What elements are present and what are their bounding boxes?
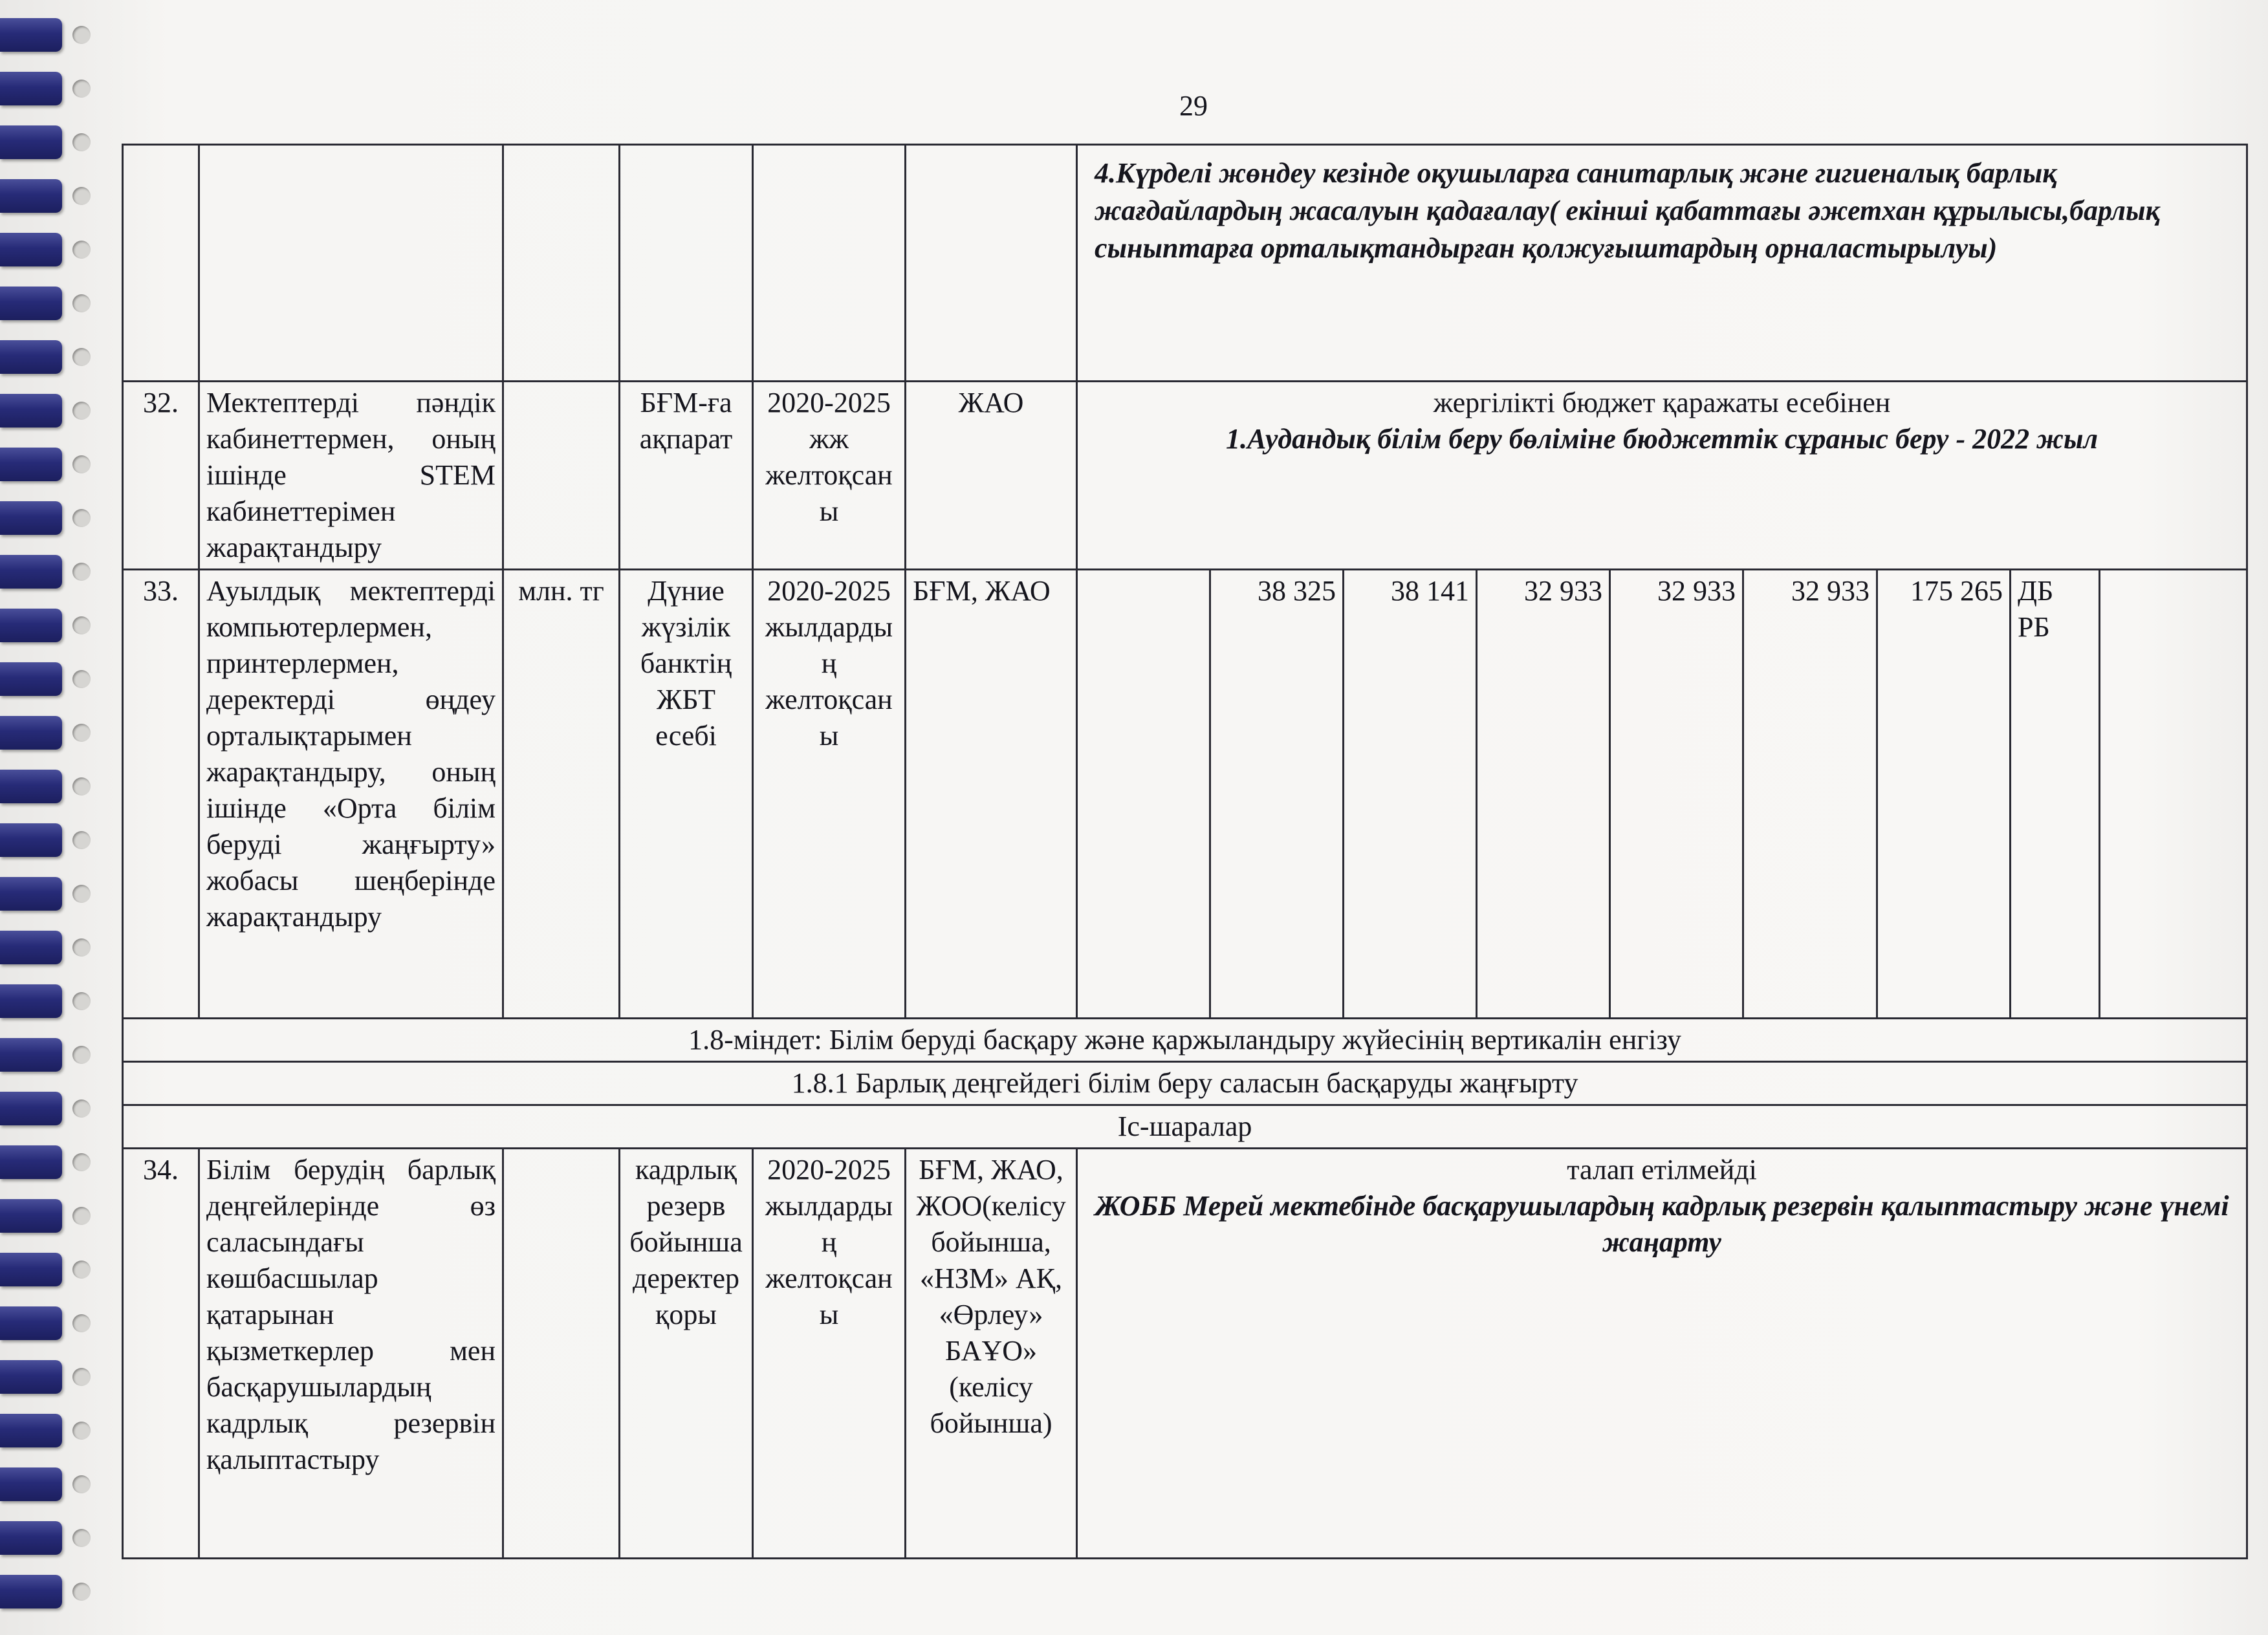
cell-num	[123, 145, 199, 382]
binding-ring	[0, 1145, 62, 1179]
unit-cell: млн. тг	[503, 570, 620, 1019]
value-total: 175 265	[1877, 570, 2011, 1019]
punch-hole	[72, 885, 91, 903]
punch-hole	[72, 938, 91, 957]
value-cell: 38 325	[1210, 570, 1344, 1019]
binding-ring	[0, 18, 62, 52]
action-text: 1.Аудандық білім беру бөліміне бюджеттік сұраныс беру - 2022 жыл	[1226, 423, 2099, 455]
table-row-33	[123, 570, 2247, 1019]
measure-name: Ауылдық мектептерді компьютерлермен, принтерлермен, деректерді өңдеу орталықтарымен жарақтандыру, оның ішінде «Орта білім беруді жаңғырту» жобасы шеңберінде жарақтандыру	[199, 570, 503, 1019]
binding-ring	[0, 501, 62, 535]
table-row-continuation	[123, 145, 2247, 382]
activities-heading: Іс-шаралар	[123, 1105, 2247, 1149]
section-activities-row	[123, 1105, 2247, 1149]
binding-ring	[0, 1414, 62, 1447]
punch-hole	[72, 402, 91, 420]
task-heading: 1.8-міндет: Білім беруді басқару және қаржыландыру жүйесінің вертикалін енгізу	[123, 1019, 2247, 1062]
funding-and-action	[1077, 382, 2247, 570]
subtask-heading: 1.8.1 Барлық деңгейдегі білім беру саласын басқаруды жаңғырту	[123, 1062, 2247, 1105]
table-row-32	[123, 382, 2247, 570]
page-number: 29	[1179, 90, 1208, 122]
deadline: 2020-2025 жылдардың желтоқсаны	[753, 570, 906, 1019]
binding-ring	[0, 287, 62, 320]
cell-period	[753, 145, 906, 382]
punch-hole	[72, 348, 91, 366]
extra-cell	[2100, 570, 2247, 1019]
row-number: 34.	[123, 1149, 199, 1559]
section-task-row	[123, 1019, 2247, 1062]
value-cell: 32 933	[1610, 570, 1743, 1019]
binding-ring	[0, 877, 62, 911]
punch-hole	[72, 831, 91, 849]
punch-hole	[72, 187, 91, 205]
responsible: БҒМ, ЖАО, ЖОО(келісу бойынша, «НЗМ» АҚ, «Өрлеу» БАҰО» (келісу бойынша)	[906, 1149, 1077, 1559]
cell-unit	[503, 145, 620, 382]
cell-form	[620, 145, 753, 382]
punch-hole	[72, 133, 91, 151]
punch-hole	[72, 1207, 91, 1225]
punch-hole	[72, 26, 91, 44]
punch-hole	[72, 1261, 91, 1279]
punch-hole	[72, 1422, 91, 1440]
section-subtask-row	[123, 1062, 2247, 1105]
value-cell: 38 141	[1344, 570, 1477, 1019]
measure-name: Білім берудің барлық деңгейлерінде өз саласындағы көшбасшылар қатарынан қызметкерлер мен басқарушылардың кадрлық резервін қалыптастыру	[199, 1149, 503, 1559]
punch-hole	[72, 992, 91, 1010]
binding-ring	[0, 1467, 62, 1501]
punch-hole	[72, 670, 91, 688]
punch-hole	[72, 616, 91, 634]
punch-hole	[72, 563, 91, 581]
measure-name: Мектептерді пәндік кабинеттермен, оның ішінде STEM кабинеттерімен жарақтандыру	[199, 382, 503, 570]
funding-source: ДБ РБ	[2011, 570, 2100, 1019]
binding-ring	[0, 770, 62, 803]
binding-ring	[0, 1575, 62, 1608]
punch-hole	[72, 1583, 91, 1601]
table-row-34	[123, 1149, 2247, 1559]
binding-ring	[0, 716, 62, 750]
completion-form: БҒМ-ға ақпарат	[620, 382, 753, 570]
punch-hole	[72, 1368, 91, 1386]
row-number: 33.	[123, 570, 199, 1019]
punch-hole	[72, 80, 91, 98]
binding-ring	[0, 394, 62, 428]
deadline: 2020-2025 жж желтоқсаны	[753, 382, 906, 570]
binding-ring	[0, 609, 62, 642]
binding-ring	[0, 1360, 62, 1394]
deadline: 2020-2025 жылдардың желтоқсаны	[753, 1149, 906, 1559]
binding-ring	[0, 555, 62, 589]
value-cell: 32 933	[1743, 570, 1877, 1019]
binding-ring	[0, 1199, 62, 1233]
punch-hole	[72, 1314, 91, 1332]
funding-and-action	[1077, 1149, 2247, 1559]
punch-hole	[72, 509, 91, 527]
binding-ring	[0, 179, 62, 213]
cell-name	[199, 145, 503, 382]
plan-table	[122, 144, 2248, 1559]
funding-source-text: талап етілмейді	[1567, 1154, 1757, 1186]
binding-ring	[0, 823, 62, 857]
punch-hole	[72, 455, 91, 473]
binding-ring	[0, 448, 62, 481]
responsible: ЖАО	[906, 382, 1077, 570]
completion-form: Дүние жүзілік банктің ЖБТ есебі	[620, 570, 753, 1019]
binding-ring	[0, 233, 62, 266]
binding-ring	[0, 931, 62, 964]
spiral-binding	[0, 0, 97, 1635]
punch-hole	[72, 1529, 91, 1547]
funding-source-text: жергілікті бюджет қаражаты есебінен	[1433, 387, 1891, 418]
unit-cell	[503, 1149, 620, 1559]
cell-note	[1077, 145, 2247, 382]
punch-hole	[72, 1046, 91, 1064]
continuation-note: 4.Күрделі жөндеу кезінде оқушыларға санитарлық және гигиеналық барлық жағдайлардың жасалуын қадағалау( екінші қабаттағы әжетхан құрылысы,барлық сыныптарға орталықтандырған қолжуғыштардың орналастырылуы)	[1095, 157, 2160, 264]
row-number: 32.	[123, 382, 199, 570]
punch-hole	[72, 777, 91, 796]
binding-ring	[0, 1306, 62, 1340]
completion-form: кадрлық резерв бойынша деректер қоры	[620, 1149, 753, 1559]
binding-ring	[0, 1038, 62, 1072]
cell-responsible	[906, 145, 1077, 382]
binding-ring	[0, 72, 62, 105]
punch-hole	[72, 294, 91, 312]
responsible: БҒМ, ЖАО	[906, 570, 1077, 1019]
punch-hole	[72, 1153, 91, 1171]
binding-ring	[0, 1092, 62, 1125]
binding-ring	[0, 662, 62, 696]
binding-ring	[0, 1253, 62, 1286]
value-cell	[1077, 570, 1210, 1019]
unit-cell	[503, 382, 620, 570]
punch-hole	[72, 724, 91, 742]
binding-ring	[0, 1521, 62, 1555]
punch-hole	[72, 241, 91, 259]
binding-ring	[0, 340, 62, 374]
value-cell: 32 933	[1477, 570, 1610, 1019]
punch-hole	[72, 1475, 91, 1493]
binding-ring	[0, 984, 62, 1018]
action-text: ЖОББ Мерей мектебінде басқарушылардың кадрлық резервін қалыптастыру және үнемі жаңарту	[1095, 1190, 2229, 1258]
binding-ring	[0, 125, 62, 159]
punch-hole	[72, 1099, 91, 1118]
